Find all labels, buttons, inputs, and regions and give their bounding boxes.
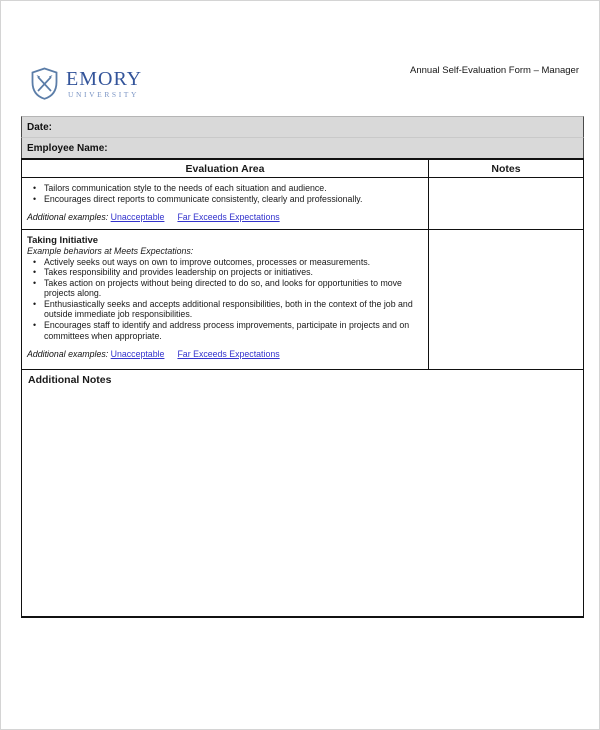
section-taking-initiative-row: [21, 230, 584, 370]
emory-university-label: UNIVERSITY: [68, 90, 139, 99]
link-unacceptable[interactable]: Unacceptable: [110, 212, 165, 223]
emory-logo: [31, 67, 142, 100]
bullet-glyph: •: [33, 267, 37, 278]
section-communication-row: [21, 178, 584, 230]
link-unacceptable[interactable]: Unacceptable: [110, 349, 165, 360]
table-header-row: [21, 158, 584, 178]
additional-notes-title: Additional Notes: [28, 374, 112, 386]
bullet-glyph: •: [33, 256, 37, 267]
document-title: Annual Self-Evaluation Form – Manager: [410, 65, 579, 76]
bullet-glyph: •: [33, 277, 37, 288]
additional-examples-line: [27, 349, 420, 359]
bullet-text: Actively seeks out ways on own to improve outcomes, processes or measurements.: [44, 256, 371, 267]
bullet-item: [27, 257, 420, 268]
additional-examples-line: [27, 212, 420, 222]
notes-cell-communication[interactable]: [429, 178, 583, 229]
employee-name-label: Employee Name:: [27, 142, 108, 154]
emory-shield-icon: [31, 67, 58, 100]
bullet-text: Enthusiastically seeks and accepts additional responsibilities, both in the context of the job and outside immediate job responsibilities.: [44, 298, 413, 320]
additional-notes-row: [21, 370, 584, 618]
emory-wordmark: EMORY: [66, 68, 143, 90]
bullet-glyph: •: [33, 193, 37, 204]
section-communication-content: [22, 178, 429, 229]
bullet-item: [27, 267, 420, 278]
bullet-text: Encourages staff to identify and address process improvements, participate in projects and on committees when appropriate.: [44, 320, 410, 341]
date-label: Date:: [27, 121, 53, 133]
section-title: Taking Initiative: [27, 235, 99, 246]
link-far-exceeds-expectations[interactable]: Far Exceeds Expectations: [177, 349, 280, 360]
link-far-exceeds-expectations[interactable]: Far Exceeds Expectations: [177, 212, 280, 223]
bullet-glyph: •: [33, 183, 37, 193]
evaluation-form-table: [21, 116, 584, 618]
bullet-item: [27, 299, 420, 320]
notes-cell-taking-initiative[interactable]: [429, 230, 583, 369]
bullet-item: [27, 278, 420, 299]
date-value-field[interactable]: [52, 117, 583, 137]
additional-examples-label: Additional examples:: [27, 212, 109, 223]
date-row: [21, 116, 584, 137]
bullet-text: Encourages direct reports to communicate consistently, clearly and professionally.: [44, 193, 363, 204]
bullet-text: Takes responsibility and provides leadership on projects or initiatives.: [44, 267, 313, 278]
additional-examples-label: Additional examples:: [27, 349, 109, 360]
additional-notes-field[interactable]: [28, 386, 577, 606]
column-header-evaluation-area: Evaluation Area: [22, 160, 429, 177]
bullet-glyph: •: [33, 320, 37, 331]
emory-logo-text: [66, 67, 142, 99]
employee-name-row: [21, 137, 584, 158]
column-header-notes: Notes: [491, 162, 521, 175]
bullet-item: [27, 183, 420, 194]
section-intro: Example behaviors at Meets Expectations:: [27, 246, 194, 256]
bullet-item: [27, 320, 420, 341]
employee-name-value-field[interactable]: [108, 138, 583, 158]
bullet-glyph: •: [33, 298, 37, 309]
section-taking-initiative-content: [22, 230, 429, 369]
bullet-text: Takes action on projects without being directed to do so, and looks for opportunities to move projects along.: [44, 277, 402, 299]
bullet-item: [27, 194, 420, 205]
bullet-text: Tailors communication style to the needs of each situation and audience.: [44, 183, 327, 193]
